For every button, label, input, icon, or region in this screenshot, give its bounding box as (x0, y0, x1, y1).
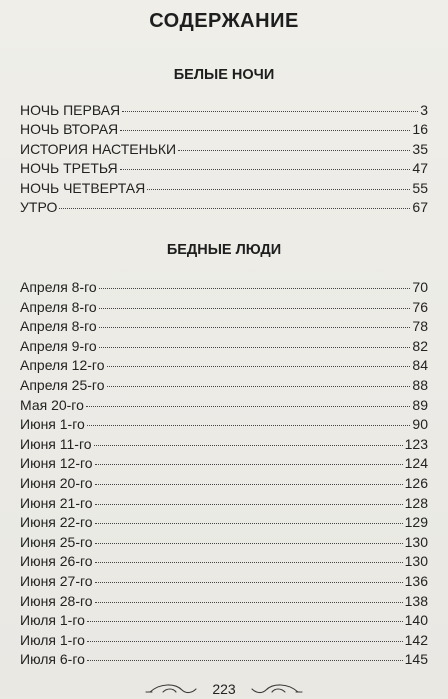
poor-folk-toc-entry (20, 611, 428, 631)
poor-folk-toc-entry (20, 278, 428, 298)
toc-entry-page-number: 70 (412, 279, 428, 295)
dot-leader (99, 288, 411, 289)
toc-entry-page-number: 130 (404, 553, 428, 570)
toc-entry-page-number: 126 (404, 474, 428, 491)
dot-leader (95, 582, 403, 583)
poor-folk-toc-entry (20, 454, 428, 474)
poor-folk-toc-entry (20, 396, 428, 416)
white-nights-toc-entry (20, 179, 428, 198)
toc-entry-title: Июля 1-го (20, 612, 85, 629)
poor-folk-toc-entry (20, 376, 428, 396)
toc-entry-title: НОЧЬ ПЕРВАЯ (20, 102, 121, 118)
toc-entry-title: НОЧЬ ВТОРАЯ (20, 121, 119, 138)
toc-entry-title: Апреля 12-го (20, 357, 105, 374)
poor-folk-toc-entry (20, 494, 428, 514)
dot-leader (147, 189, 410, 190)
poor-folk-toc-entry (20, 650, 428, 670)
toc-entry-page-number: 145 (404, 651, 428, 668)
toc-entry-title: Июня 27-го (20, 572, 93, 589)
poor-folk-toc-entry (20, 533, 428, 553)
toc-entry-page-number: 3 (420, 102, 428, 118)
page-footer (0, 680, 448, 699)
dot-leader (95, 562, 403, 563)
poor-folk-toc-entry (20, 592, 428, 612)
dot-leader (95, 602, 403, 603)
section-heading-poor-folk: БЕДНЫЕ ЛЮДИ (166, 242, 282, 258)
dot-leader (87, 425, 411, 426)
toc-entry-title: Мая 20-го (20, 396, 84, 413)
toc-entry-title: НОЧЬ ЧЕТВЕРТАЯ (20, 179, 146, 196)
toc-entry-page-number: 82 (412, 337, 428, 354)
toc-entry-title: Апреля 25-го (20, 376, 105, 393)
toc-entry-page-number: 90 (412, 416, 428, 433)
dot-leader (120, 130, 410, 131)
poor-folk-toc-entry (20, 337, 428, 357)
toc-entry-page-number: 89 (412, 396, 428, 413)
toc-entry-page-number: 123 (404, 435, 428, 452)
poor-folk-toc-entry (20, 298, 428, 318)
toc-entry-title: Июля 6-го (20, 651, 85, 668)
dot-leader (59, 208, 410, 209)
dot-leader (99, 308, 411, 309)
toc-entry-title: Июля 1-го (20, 631, 85, 648)
section-heading-white-nights: БЕЛЫЕ НОЧИ (173, 67, 275, 83)
toc-entry-page-number: 84 (412, 357, 428, 374)
dot-leader (95, 543, 403, 544)
toc-list-white-nights (20, 101, 428, 217)
white-nights-toc-entry (20, 198, 428, 217)
toc-entry-title: Июня 12-го (20, 455, 93, 472)
dot-leader (94, 445, 403, 446)
toc-entry-page-number: 140 (404, 612, 428, 629)
dot-leader (99, 347, 411, 348)
dot-leader (95, 484, 403, 485)
dot-leader (122, 111, 418, 112)
dot-leader (107, 366, 411, 367)
dot-leader (107, 386, 411, 387)
toc-entry-title: Июня 11-го (20, 435, 92, 452)
poor-folk-toc-entry (20, 513, 428, 533)
poor-folk-toc-entry (20, 474, 428, 494)
toc-entry-page-number: 47 (412, 160, 428, 177)
dot-leader (87, 641, 403, 642)
toc-entry-page-number: 129 (404, 514, 428, 531)
dot-leader (178, 150, 410, 151)
poor-folk-toc-entry (20, 552, 428, 572)
toc-entry-page-number: 138 (404, 592, 428, 609)
toc-entry-page-number: 130 (404, 533, 428, 550)
toc-list-poor-folk (20, 278, 428, 670)
toc-entry-title: Июня 28-го (20, 592, 93, 609)
page-title: СОДЕРЖАНИЕ (149, 10, 299, 32)
toc-entry-title: Апреля 8-го (20, 279, 97, 295)
white-nights-toc-entry (20, 140, 428, 159)
toc-entry-title: УТРО (20, 198, 58, 215)
dot-leader (87, 660, 403, 661)
poor-folk-toc-entry (20, 631, 428, 651)
dot-leader (87, 621, 403, 622)
toc-entry-title: Июня 22-го (20, 514, 93, 531)
toc-entry-title: Июня 25-го (20, 533, 93, 550)
toc-entry-page-number: 16 (412, 121, 428, 138)
dot-leader (95, 523, 403, 524)
toc-entry-page-number: 55 (412, 179, 428, 196)
dot-leader (99, 327, 411, 328)
toc-entry-page-number: 136 (404, 572, 428, 589)
toc-entry-page-number: 76 (412, 298, 428, 315)
toc-entry-title: Июня 20-го (20, 474, 93, 491)
white-nights-toc-entry (20, 120, 428, 139)
dot-leader (86, 406, 411, 407)
poor-folk-toc-entry (20, 435, 428, 455)
page-number: 223 (212, 681, 236, 697)
toc-entry-title: НОЧЬ ТРЕТЬЯ (20, 160, 118, 177)
dot-leader (120, 169, 411, 170)
toc-entry-page-number: 128 (404, 494, 428, 511)
poor-folk-toc-entry (20, 317, 428, 337)
toc-entry-page-number: 142 (404, 631, 428, 648)
white-nights-toc-entry (20, 159, 428, 178)
toc-entry-title: Июня 26-го (20, 553, 93, 570)
toc-entry-page-number: 35 (412, 140, 428, 157)
toc-entry-page-number: 88 (412, 376, 428, 393)
toc-entry-title: ИСТОРИЯ НАСТЕНЬКИ (20, 140, 177, 157)
toc-entry-title: Июня 21-го (20, 494, 93, 511)
toc-entry-title: Апреля 8-го (20, 298, 97, 315)
dot-leader (95, 504, 403, 505)
toc-entry-page-number: 67 (412, 198, 428, 215)
toc-entry-title: Апреля 8-го (20, 318, 97, 335)
dot-leader (95, 464, 403, 465)
toc-entry-page-number: 124 (404, 455, 428, 472)
toc-entry-page-number: 78 (412, 318, 428, 335)
toc-entry-title: Апреля 9-го (20, 337, 97, 354)
toc-entry-title: Июня 1-го (20, 416, 85, 433)
white-nights-toc-entry (20, 101, 428, 120)
poor-folk-toc-entry (20, 572, 428, 592)
poor-folk-toc-entry (20, 356, 428, 376)
poor-folk-toc-entry (20, 415, 428, 435)
